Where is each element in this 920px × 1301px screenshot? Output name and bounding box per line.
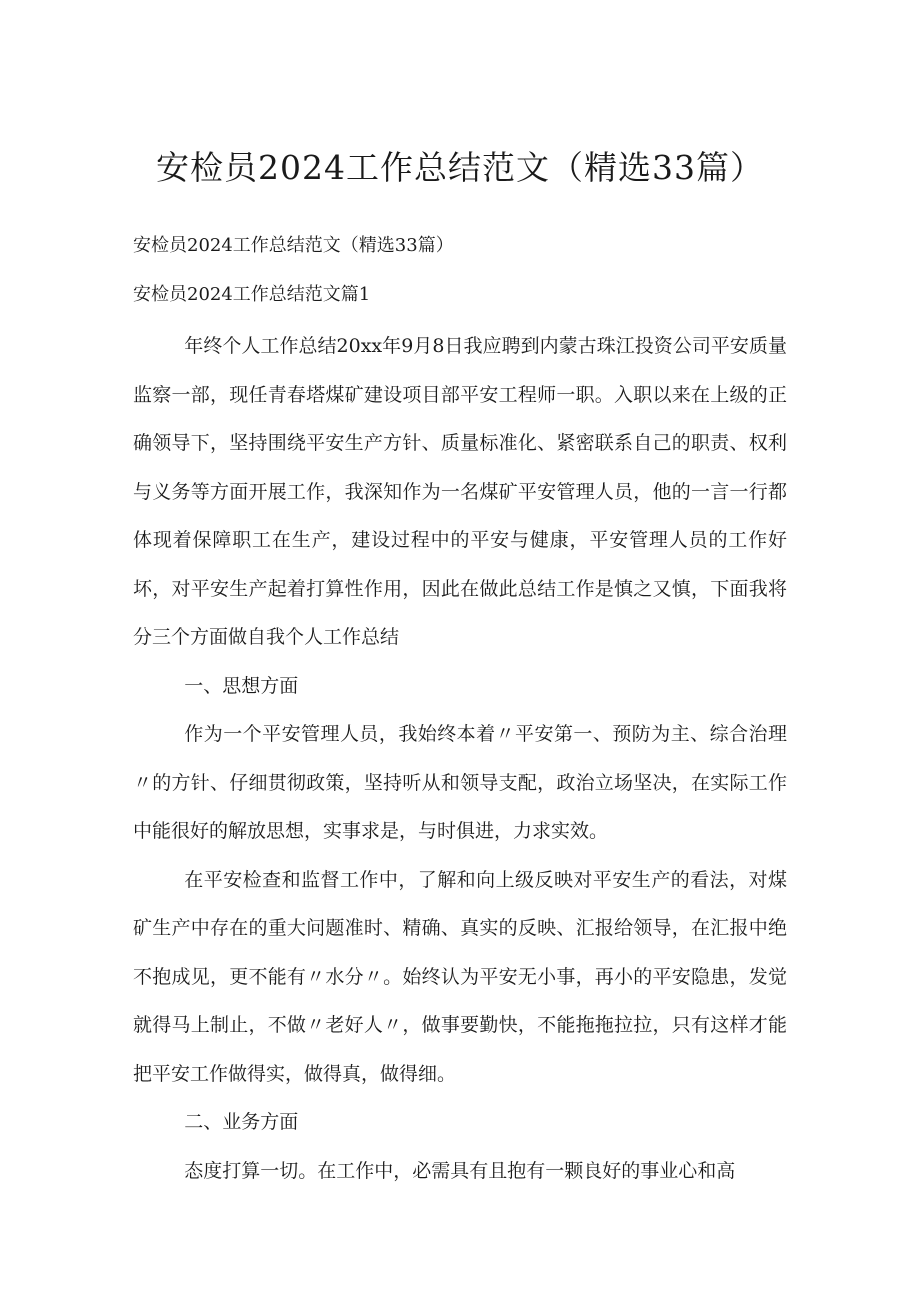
- paragraph-thought-1: 作为一个平安管理人员，我始终本着〃平安第一、预防为主、综合治理〃的方针、仔细贯彻政策，坚持听从和领导支配，政治立场坚决，在实际工作中能很好的解放思想，实事求是，与时俱进，力求实效。: [133, 723, 787, 842]
- section-title: 安检员2024工作总结范文篇1: [133, 284, 371, 305]
- heading-thought: 一、思想方面: [184, 674, 299, 697]
- paragraph-thought-2: 在平安检查和监督工作中，了解和向上级反映对平安生产的看法，对煤矿生产中存在的重大问题准时、精确、真实的反映、汇报给领导，在汇报中绝不抱成见，更不能有〃水分〃。始终认为平安无小事，再小的平安隐患，发觉就得马上制止，不做〃老好人〃，做事要勤快，不能拖拖拉拉，只有这样才能把平安工作做得实，做得真，做得细。: [133, 868, 787, 1085]
- document-body: [133, 322, 787, 1195]
- heading-business: 二、业务方面: [184, 1111, 299, 1133]
- document-title: 安检员2024工作总结范文（精选33篇）: [156, 148, 764, 187]
- paragraph-business-1: 态度打算一切。在工作中，必需具有且抱有一颗良好的事业心和高: [184, 1159, 736, 1182]
- paragraph-intro: 年终个人工作总结20xx年9月8日我应聘到内蒙古珠江投资公司平安质量监察一部，现任青春塔煤矿建设项目部平安工程师一职。入职以来在上级的正确领导下，坚持围绕平安生产方针、质量标准化、紧密联系自己的职责、权利与义务等方面开展工作，我深知作为一名煤矿平安管理人员，他的一言一行都体现着保障职工在生产，建设过程中的平安与健康，平安管理人员的工作好坏，对平安生产起着打算性作用，因此在做此总结工作是慎之又慎，下面我将分三个方面做自我个人工作总结: [133, 335, 787, 648]
- document-subtitle: 安检员2024工作总结范文（精选33篇）: [133, 235, 454, 256]
